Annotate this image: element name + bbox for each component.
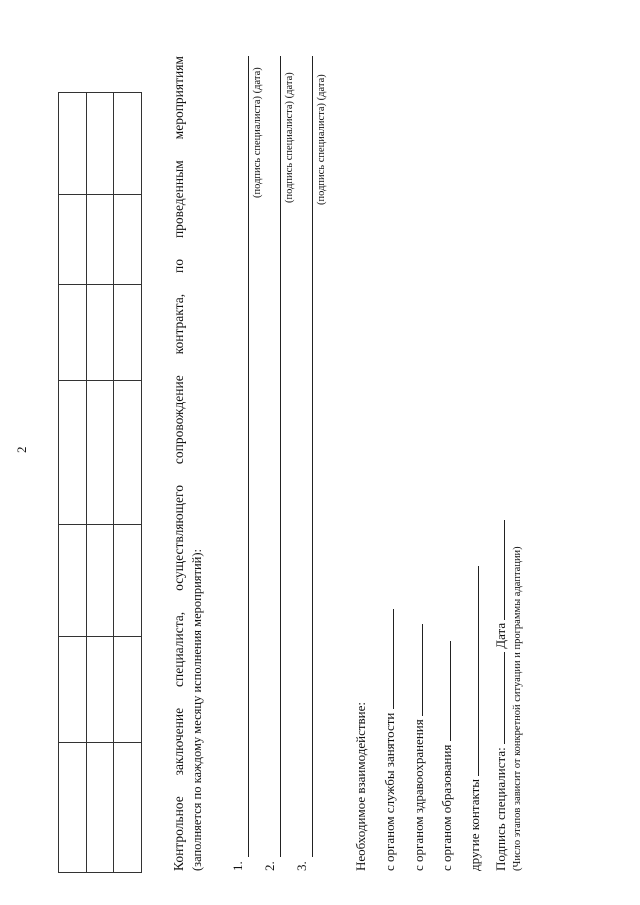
entry-number: 2. <box>262 861 277 871</box>
interaction-heading: Необходимое взаимодействие: <box>353 701 368 871</box>
conclusion-word: осуществляющего <box>171 485 186 591</box>
interaction-item-line <box>437 641 451 741</box>
signature-date-label: Дата <box>493 622 508 649</box>
interaction-item-label: с органом здравоохранения <box>411 719 426 871</box>
entry-row-3 <box>294 56 314 871</box>
interaction-item-employment <box>380 609 398 871</box>
entry-row-1 <box>230 56 250 871</box>
conclusion-word: сопровождение <box>171 375 186 465</box>
table-row <box>86 93 114 873</box>
entry-number: 1. <box>230 861 245 871</box>
interaction-item-line <box>380 609 394 709</box>
conclusion-word: мероприятиям <box>171 56 186 140</box>
conclusion-word: заключение <box>171 707 186 776</box>
conclusion-heading <box>170 56 206 871</box>
interaction-item-line <box>409 624 423 716</box>
table-cell <box>114 637 142 743</box>
table-cell <box>59 525 87 637</box>
table-cell <box>114 195 142 285</box>
table-row <box>114 93 142 873</box>
table-cell <box>86 525 114 637</box>
table-cell <box>59 285 87 381</box>
table-cell <box>86 93 114 195</box>
entry-row-2 <box>262 56 282 871</box>
entry-line <box>312 56 313 857</box>
entry-caption-3: (подпись специалиста) (дата) <box>316 74 327 205</box>
table-row <box>59 93 87 873</box>
entry-line <box>280 56 281 857</box>
page-number: 2 <box>14 446 29 453</box>
entry-number: 3. <box>294 861 309 871</box>
table-cell <box>59 637 87 743</box>
interaction-item-education <box>437 641 455 871</box>
conclusion-line-2: (заполняется по каждому месяцу исполнения мероприятий): <box>190 549 204 871</box>
conclusion-word: специалиста, <box>171 611 186 687</box>
table-cell <box>59 743 87 873</box>
footnote: (Число этапов зависит от конкретной ситуации и программы адаптации) <box>512 546 523 871</box>
table-cell <box>59 381 87 525</box>
conclusion-word: контракта, <box>171 293 186 355</box>
signature-row <box>491 520 509 871</box>
table-cell <box>86 637 114 743</box>
signature-date-line <box>491 520 505 620</box>
table-cell <box>59 93 87 195</box>
signature-line <box>491 652 505 744</box>
interaction-item-line <box>465 566 479 776</box>
interaction-item-label: другие контакты <box>467 778 482 871</box>
table-cell <box>86 743 114 873</box>
table-cell <box>114 743 142 873</box>
table-cell <box>114 93 142 195</box>
table-cell <box>86 195 114 285</box>
table-cell <box>114 525 142 637</box>
table-cell <box>114 285 142 381</box>
table-cell <box>86 381 114 525</box>
table-cell <box>114 381 142 525</box>
interaction-item-other <box>465 566 483 871</box>
conclusion-word: по <box>171 258 186 273</box>
interaction-item-label: с органом образования <box>439 744 454 871</box>
table-cell <box>86 285 114 381</box>
entry-caption-2: (подпись специалиста) (дата) <box>284 72 295 203</box>
table-cell <box>59 195 87 285</box>
conclusion-word: Контрольное <box>171 796 186 871</box>
conclusion-line-1 <box>170 56 188 871</box>
stages-table <box>58 92 142 873</box>
interaction-item-label: с органом службы занятости <box>382 712 397 871</box>
entry-line <box>248 56 249 857</box>
conclusion-word: проведенным <box>171 160 186 239</box>
interaction-item-health <box>409 624 427 871</box>
entry-caption-1: (подпись специалиста) (дата) <box>252 67 263 198</box>
signature-label: Подпись специалиста: <box>493 747 508 871</box>
